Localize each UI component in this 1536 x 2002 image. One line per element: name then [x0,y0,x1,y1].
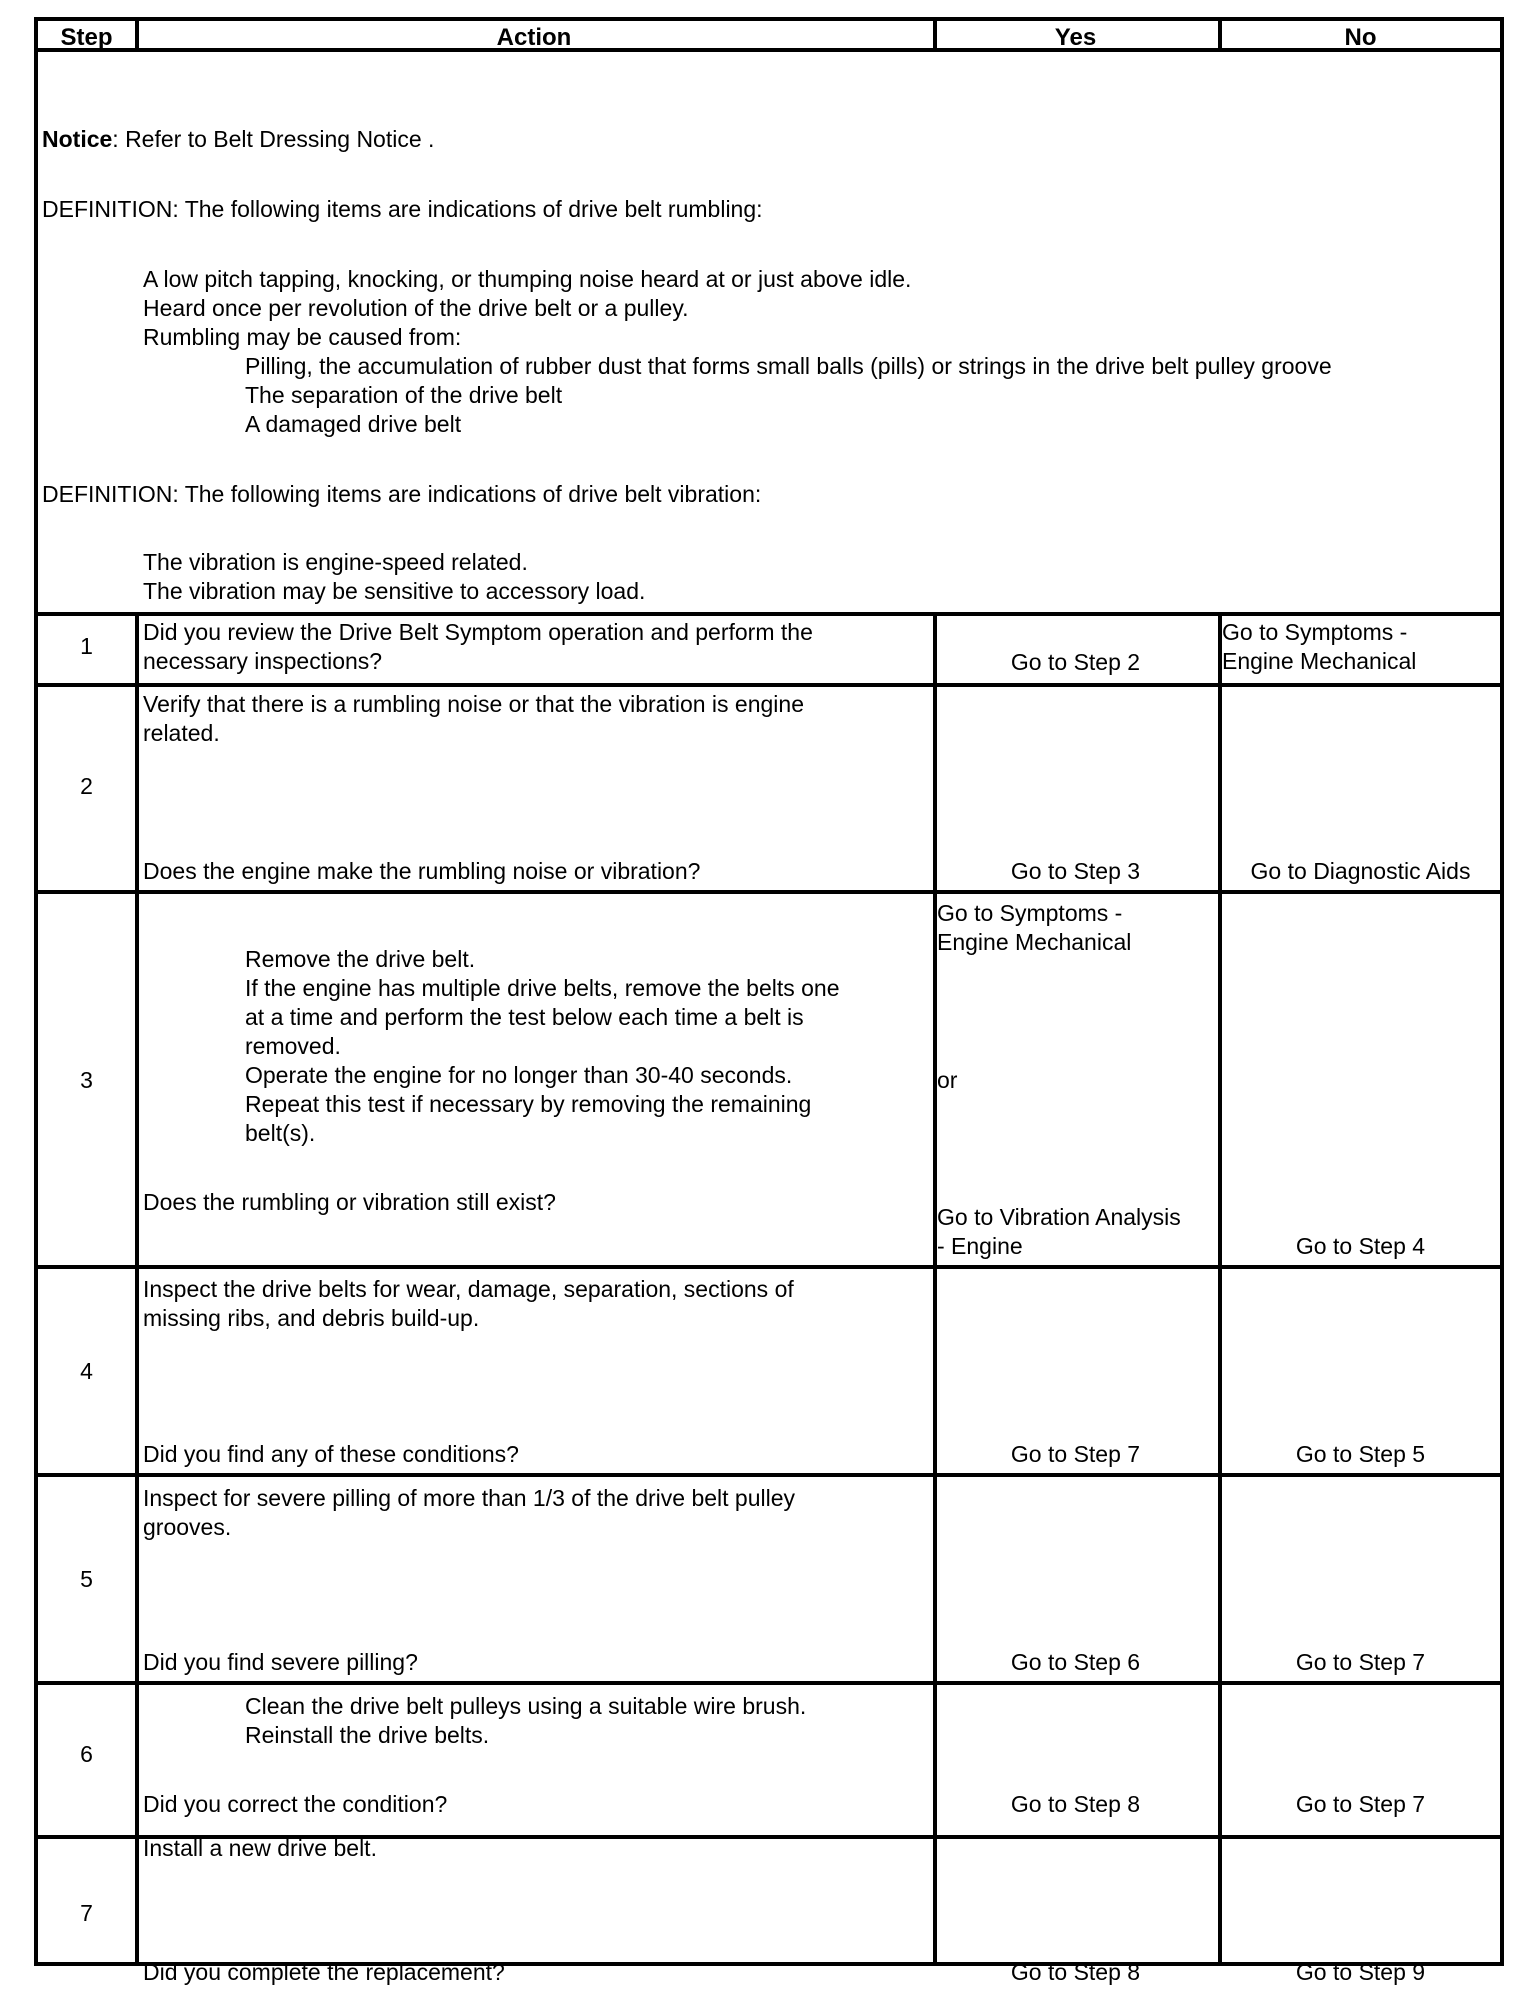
no-link[interactable]: Go to Step 5 [1295,1441,1426,1467]
vrule-rows-1 [135,612,139,1966]
yes-link-alt[interactable]: Go to Vibration Analysis [937,1204,1181,1230]
vrule-rows-3 [1218,612,1222,1966]
no-link[interactable]: Go to Diagnostic Aids [1250,858,1471,884]
header-no: No [1344,24,1377,51]
step-number: 3 [80,1067,93,1093]
step-question: Does the rumbling or vibration still exist? [143,1189,556,1215]
definition-rumbling: DEFINITION: The following items are indications of drive belt rumbling: [42,196,763,222]
no-link[interactable]: Engine Mechanical [1222,648,1417,674]
header-yes: Yes [1054,24,1097,51]
step-number: 2 [80,773,93,799]
yes-link[interactable]: Go to Step 3 [1010,858,1141,884]
no-link[interactable]: Go to Step 7 [1295,1791,1426,1817]
step-action: Clean the drive belt pulleys using a suitable wire brush. [245,1693,807,1719]
step-action: Install a new drive belt. [143,1835,377,1861]
yes-link[interactable]: Go to Step 7 [1010,1441,1141,1467]
rumble-cause: Pilling, the accumulation of rubber dust that forms small balls (pills) or strings in the drive belt pulley groove [245,353,1332,379]
step-question: Did you correct the condition? [143,1791,448,1817]
step-number: 1 [80,633,93,659]
step-action: Inspect the drive belts for wear, damage, separation, sections of [143,1276,794,1302]
step-question: Does the engine make the rumbling noise or vibration? [143,858,701,884]
step-question: Did you find severe pilling? [143,1649,418,1675]
no-link[interactable]: Go to Step 4 [1295,1233,1426,1259]
yes-link[interactable]: Go to Step 8 [1010,1791,1141,1817]
rumble-item: A low pitch tapping, knocking, or thumping noise heard at or just above idle. [143,266,912,292]
yes-or: or [937,1067,958,1093]
yes-link[interactable]: Go to Step 6 [1010,1649,1141,1675]
yes-link[interactable]: Go to Symptoms - [937,900,1123,926]
rule-row5 [38,1681,1500,1685]
rumble-cause: The separation of the drive belt [245,382,563,408]
yes-link-alt[interactable]: - Engine [937,1233,1023,1259]
vibration-item: The vibration is engine-speed related. [143,549,528,575]
rule-row1 [38,683,1500,687]
step-action: at a time and perform the test below each time a belt is [245,1004,804,1030]
step-question: Did you complete the replacement? [143,1959,505,1985]
rule-row3 [38,1265,1500,1269]
step-number: 6 [80,1741,93,1767]
step-action: Repeat this test if necessary by removing the remaining [245,1091,812,1117]
step-question: Did you find any of these conditions? [143,1441,519,1467]
step-action: Verify that there is a rumbling noise or that the vibration is engine [143,691,804,717]
header-action: Action [496,24,572,51]
step-action: Did you review the Drive Belt Symptom operation and perform the [143,619,813,645]
no-link[interactable]: Go to Step 9 [1295,1959,1426,1985]
rumble-cause: A damaged drive belt [245,411,462,437]
step-action: Inspect for severe pilling of more than 1/3 of the drive belt pulley [143,1485,796,1511]
rule-notes [38,612,1500,616]
step-action: If the engine has multiple drive belts, remove the belts one [245,975,840,1001]
yes-link[interactable]: Go to Step 2 [1010,649,1141,675]
rule-row4 [38,1473,1500,1477]
vibration-item: The vibration may be sensitive to accessory load. [143,578,646,604]
step-action: Remove the drive belt. [245,946,476,972]
header-step: Step [60,24,113,51]
step-number: 5 [80,1566,93,1592]
step-action: removed. [245,1033,341,1059]
no-link[interactable]: Go to Step 7 [1295,1649,1426,1675]
step-number: 4 [80,1358,93,1384]
step-number: 7 [80,1900,93,1926]
step-action: Reinstall the drive belts. [245,1722,490,1748]
rumble-item: Heard once per revolution of the drive belt or a pulley. [143,295,689,321]
step-action: Operate the engine for no longer than 30-40 seconds. [245,1062,793,1088]
step-action: grooves. [143,1514,232,1540]
definition-vibration: DEFINITION: The following items are indications of drive belt vibration: [42,481,762,507]
step-action: necessary inspections? [143,648,383,674]
rumble-item: Rumbling may be caused from: [143,324,462,350]
no-link[interactable]: Go to Symptoms - [1222,619,1408,645]
vrule-rows-2 [933,612,937,1966]
step-action: belt(s). [245,1120,316,1146]
rule-row2 [38,890,1500,894]
step-action: related. [143,720,220,746]
step-action: missing ribs, and debris build-up. [143,1305,480,1331]
yes-link[interactable]: Go to Step 8 [1010,1959,1141,1985]
yes-link[interactable]: Engine Mechanical [937,929,1132,955]
notice: Notice: Refer to Belt Dressing Notice . [42,126,435,152]
